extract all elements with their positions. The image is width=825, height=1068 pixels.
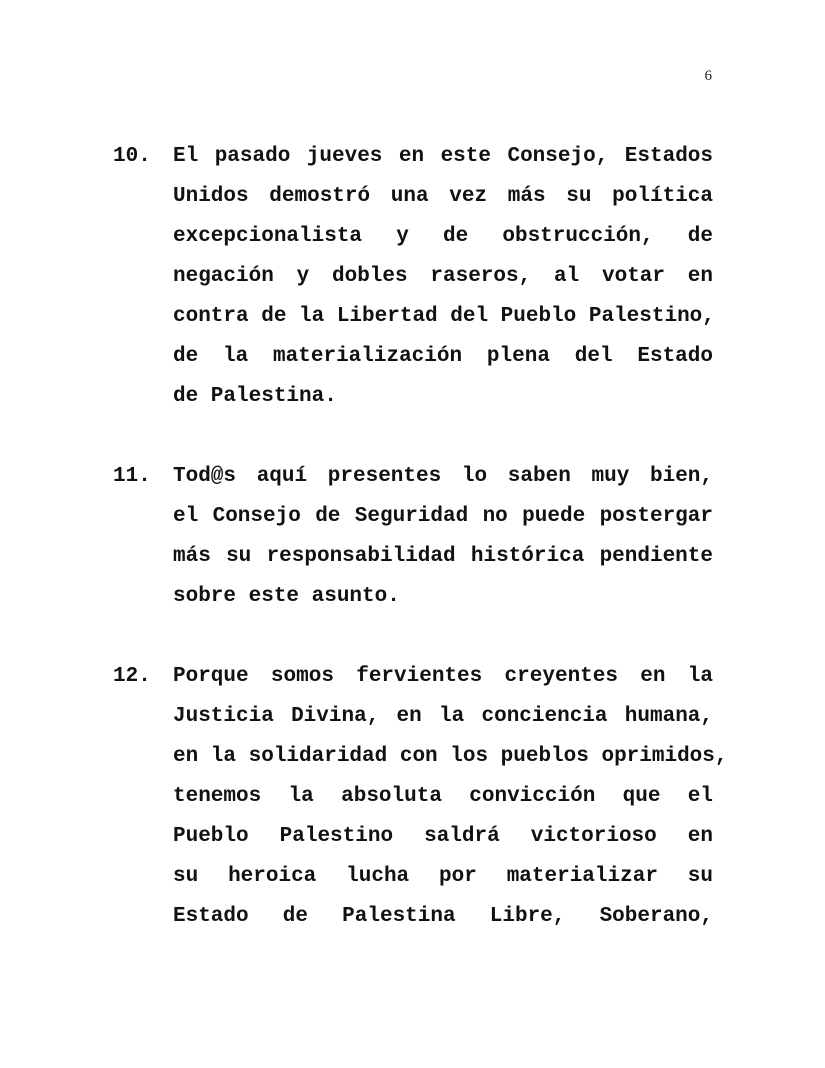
text-line: excepcionalista y de obstrucción, de — [173, 225, 713, 248]
text-line: más su responsabilidad histórica pendiente — [173, 545, 713, 568]
text-line: contra de la Libertad del Pueblo Palestino, — [173, 305, 715, 328]
page-number: 6 — [704, 68, 712, 84]
text-line: tenemos la absoluta convicción que el — [173, 785, 713, 808]
paragraph-12 — [113, 657, 728, 937]
text-line: en la solidaridad con los pueblos oprimidos, — [173, 745, 728, 768]
paragraph-number: 12. — [113, 665, 151, 688]
text-line: Porque somos fervientes creyentes en la — [173, 665, 713, 688]
text-line: Unidos demostró una vez más su política — [173, 185, 713, 208]
paragraph-11 — [113, 457, 713, 617]
paragraph-number: 11. — [113, 465, 151, 488]
paragraph-number: 10. — [113, 145, 151, 168]
text-line: Justicia Divina, en la conciencia humana, — [173, 705, 713, 728]
text-line: El pasado jueves en este Consejo, Estados — [173, 145, 713, 168]
text-line: su heroica lucha por materializar su — [173, 865, 713, 888]
paragraph-body — [173, 137, 713, 417]
text-line: el Consejo de Seguridad no puede postergar — [173, 505, 713, 528]
text-line: de Palestina. — [173, 385, 337, 408]
text-line: negación y dobles raseros, al votar en — [173, 265, 713, 288]
paragraph-body — [173, 657, 728, 937]
paragraph-body — [173, 457, 713, 617]
text-line: sobre este asunto. — [173, 585, 400, 608]
text-line: Tod@s aquí presentes lo saben muy bien, — [173, 465, 713, 488]
text-line: de la materialización plena del Estado — [173, 345, 713, 368]
text-line: Pueblo Palestino saldrá victorioso en — [173, 825, 713, 848]
text-line: Estado de Palestina Libre, Soberano, — [173, 905, 713, 928]
paragraph-10 — [113, 137, 713, 417]
